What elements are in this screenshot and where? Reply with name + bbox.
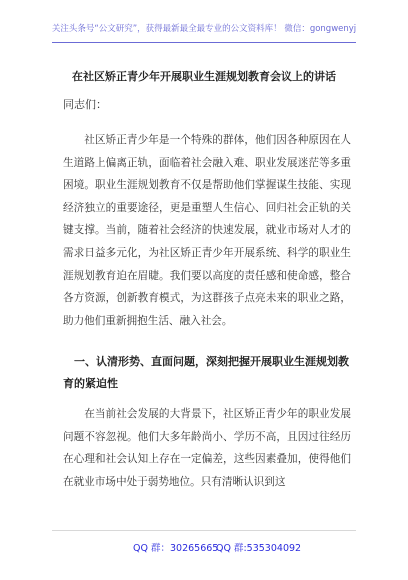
paragraph-intro: 社区矫正青少年是一个特殊的群体，他们因各种原因在人生道路上偏离正轨，面临着社会融入难、职业发展迷茫等多重困境。职业生涯规划教育不仅是帮助他们掌握谋生技能、实现经济独立的重要途径，更是重塑人生信心、回归社会正轨的关键支撑。当前，随着社会经济的快速发展，就业市场对人才的需求日益多元化，为社区矫正青少年开展系统、科学的职业生涯规划教育迫在眉睫。我们要以高度的责任感和使命感，整合各方资源，创新教育模式，为这群孩子点亮未来的职业之路，助力他们重新拥抱生活、融入社会。 — [63, 134, 351, 327]
paragraph-section-1: 在当前社会发展的大背景下，社区矫正青少年的职业发展问题不容忽视。他们大多年龄尚小、学历不高，且因过往经历在心理和社会认知上存在一定偏差，这些因素叠加，使得他们在就业市场中处于弱势地位。只有清晰认识到这 — [63, 408, 351, 488]
footer-qq-group-1: QQ 群：30265665 — [133, 543, 219, 554]
greeting: 同志们： — [63, 98, 107, 111]
footer-divider — [52, 530, 356, 531]
header-divider — [52, 42, 356, 43]
document-title: 在社区矫正青少年开展职业生涯规划教育会议上的讲话 — [72, 70, 336, 83]
footer-qq-group-2: QQ 群:535304092 — [216, 543, 302, 554]
section-heading-1: 一、认清形势、直面问题，深刻把握开展职业生涯规划教育的紧迫性 — [63, 355, 349, 390]
header-promo-note: 关注头条号“公文研究”，获得最新最全最专业的公文资料库！ 微信：gongwenyj — [51, 24, 357, 34]
